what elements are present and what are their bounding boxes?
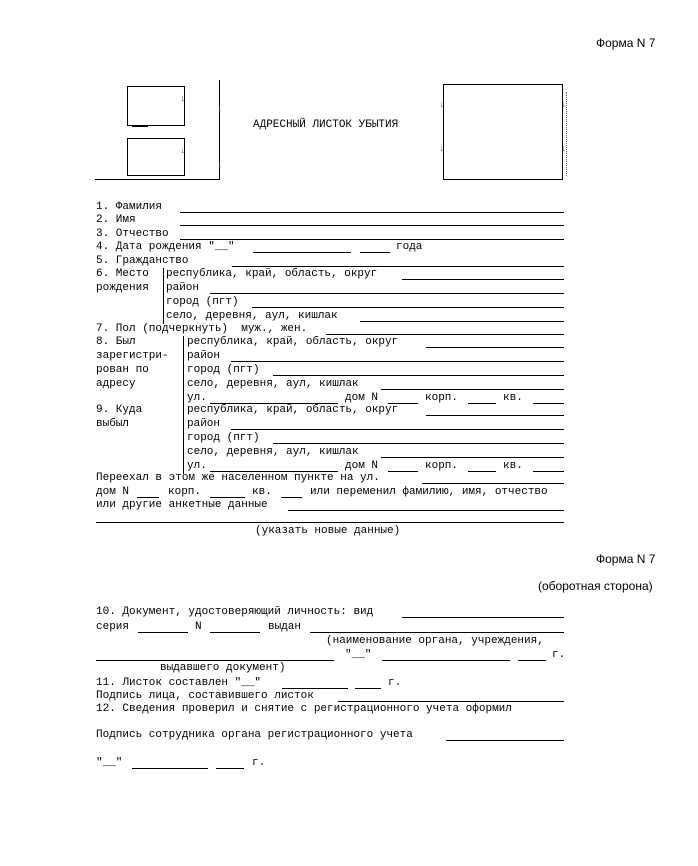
doc-number-label: N — [195, 621, 202, 633]
officer-sign-line[interactable] — [446, 740, 564, 741]
field-birth-date-line[interactable] — [253, 252, 351, 253]
reg-line-district: район — [187, 350, 221, 362]
birth-line-city: город (пгт) — [166, 296, 239, 308]
dest-village-line[interactable] — [381, 457, 564, 458]
signature-line[interactable] — [338, 701, 564, 702]
final-year-line[interactable] — [216, 768, 244, 769]
dest-line-district: район — [187, 418, 221, 430]
doc-series-label: серия — [96, 621, 130, 633]
moved-label-1: Переехал в этом же населенном пункте на ул. — [96, 472, 380, 484]
field-birth-year-label: года — [396, 241, 423, 253]
field-sex-line[interactable] — [326, 334, 564, 335]
reg-block-label: корп. — [425, 392, 459, 404]
dest-block-label: корп. — [425, 460, 459, 472]
reg-line-region: республика, край, область, округ — [187, 336, 399, 348]
field-citizenship-line[interactable] — [232, 266, 564, 267]
field-birth-date-label: 4. Дата рождения "__" — [96, 241, 235, 253]
reg-block-line[interactable] — [468, 403, 496, 404]
dest-label-2: выбыл — [96, 418, 130, 430]
doc-issued-label: выдан — [268, 621, 302, 633]
final-day-label: "__" — [96, 757, 123, 769]
dest-flat-line[interactable] — [533, 471, 564, 472]
compiled-month-line[interactable] — [282, 688, 348, 689]
moved-street-line[interactable] — [422, 483, 564, 484]
moved-house-label: дом N — [96, 486, 130, 498]
reg-bracket — [183, 336, 184, 406]
doc-number-line[interactable] — [210, 632, 260, 633]
compiled-year-mark: г. — [388, 677, 402, 689]
birth-village-line[interactable] — [360, 321, 564, 322]
moved-extra-line[interactable] — [96, 522, 564, 523]
tick-mark: ↓ — [561, 144, 567, 154]
stamp-box — [443, 84, 563, 180]
dest-district-line[interactable] — [231, 429, 564, 430]
officer-sign-label: Подпись сотрудника органа регистрационного учета — [96, 729, 413, 741]
doc-type-line[interactable] — [402, 617, 564, 618]
moved-block-label: корп. — [168, 486, 202, 498]
photo-box-upper — [127, 86, 185, 126]
form-label-top: Форма N 7 — [596, 36, 656, 50]
tick-mark: ↓ — [180, 94, 186, 104]
final-month-line[interactable] — [132, 768, 208, 769]
tick-mark: ↓ — [180, 146, 186, 156]
reg-city-line[interactable] — [273, 375, 564, 376]
reg-house-label: дом N — [345, 392, 379, 404]
tick-mark: ↓ — [217, 160, 223, 170]
moved-other-line[interactable] — [288, 510, 564, 511]
dest-bracket — [183, 404, 184, 474]
tick-mark: ↓ — [217, 104, 223, 114]
reg-line-city: город (пгт) — [187, 364, 260, 376]
moved-house-line[interactable] — [137, 497, 159, 498]
photo-box-lower — [127, 138, 185, 176]
moved-block-line[interactable] — [210, 497, 245, 498]
birth-city-line[interactable] — [252, 307, 564, 308]
birth-place-label-2: рождения — [96, 282, 149, 294]
compiled-label: 11. Листок составлен "__" — [96, 677, 262, 689]
dest-house-label: дом N — [345, 460, 379, 472]
issue-year-line[interactable] — [518, 660, 546, 661]
moved-change-label: или переменил фамилию, имя, отчество — [310, 486, 548, 498]
signature-label: Подпись лица, составившего листок — [96, 690, 314, 702]
birth-line-district: район — [166, 282, 200, 294]
issuer-hint-1: (наименование органа, учреждения, — [326, 635, 544, 647]
issue-day-label: "__" — [345, 649, 372, 661]
doc-series-line[interactable] — [138, 632, 188, 633]
reg-street-label: ул. — [187, 392, 207, 404]
tick-mark: ↓ — [439, 100, 445, 110]
reg-flat-line[interactable] — [533, 403, 564, 404]
field-name-line[interactable] — [180, 225, 564, 226]
dest-city-line[interactable] — [273, 443, 564, 444]
field-birth-year-line[interactable] — [360, 252, 390, 253]
field-name-label: 2. Имя — [96, 214, 136, 226]
dest-street-label: ул. — [187, 460, 207, 472]
moved-flat-label: кв. — [252, 486, 272, 498]
reg-region-line[interactable] — [426, 347, 564, 348]
form-label-back: Форма N 7 — [596, 552, 656, 566]
field-surname-line[interactable] — [180, 212, 564, 213]
final-year-mark: г. — [252, 757, 266, 769]
header-underline — [95, 179, 220, 180]
birth-line-region: республика, край, область, округ — [166, 268, 378, 280]
dest-flat-label: кв. — [503, 460, 523, 472]
reg-label-4: адресу — [96, 378, 136, 390]
reg-flat-label: кв. — [503, 392, 523, 404]
dest-line-region: республика, край, область, округ — [187, 404, 399, 416]
dest-block-line[interactable] — [468, 471, 496, 472]
field-surname-label: 1. Фамилия — [96, 201, 163, 213]
document-title: АДРЕСНЫЙ ЛИСТОК УБЫТИЯ — [253, 119, 399, 131]
moved-flat-line[interactable] — [281, 497, 302, 498]
doc-label: 10. Документ, удостоверяющий личность: вид — [96, 606, 374, 618]
compiled-year-line[interactable] — [355, 688, 381, 689]
field-patronymic-line[interactable] — [180, 239, 564, 240]
reg-label-3: рован по — [96, 364, 149, 376]
reg-label-2: зарегистри- — [96, 350, 169, 362]
dest-line-village: село, деревня, аул, кишлак — [187, 446, 359, 458]
birth-region-line[interactable] — [402, 279, 564, 280]
dest-line-city: город (пгт) — [187, 432, 260, 444]
issuer-line[interactable] — [96, 660, 334, 661]
doc-issued-line[interactable] — [310, 632, 564, 633]
back-side-note: (оборотная сторона) — [538, 579, 653, 593]
issue-year-mark: г. — [552, 649, 566, 661]
field-sex-label: 7. Пол (подчеркнуть) муж., жен. — [96, 323, 308, 335]
moved-other-label: или другие анкетные данные — [96, 499, 268, 511]
birth-district-line[interactable] — [210, 293, 564, 294]
birth-place-label-1: 6. Место — [96, 268, 149, 280]
field-patronymic-label: 3. Отчество — [96, 228, 169, 240]
tick-mark: ↓ — [561, 100, 567, 110]
birth-line-village: село, деревня, аул, кишлак — [166, 310, 338, 322]
box-tick-line — [132, 126, 148, 127]
dest-label-1: 9. Куда — [96, 404, 143, 416]
issue-month-line[interactable] — [382, 660, 510, 661]
tick-mark: ↓ — [439, 144, 445, 154]
reg-village-line[interactable] — [381, 389, 564, 390]
reg-district-line[interactable] — [231, 361, 564, 362]
issuer-hint-2: выдавшего документ) — [160, 662, 286, 674]
reg-label-1: 8. Был — [96, 336, 136, 348]
field-citizenship-label: 5. Гражданство — [96, 255, 189, 267]
verified-label: 12. Сведения проверил и снятие с регистрационного учета оформил — [96, 703, 512, 715]
dest-house-line[interactable] — [388, 471, 418, 472]
birth-place-bracket — [163, 268, 164, 324]
reg-line-village: село, деревня, аул, кишлак — [187, 378, 359, 390]
moved-hint: (указать новые данные) — [255, 525, 401, 537]
dest-region-line[interactable] — [426, 415, 564, 416]
